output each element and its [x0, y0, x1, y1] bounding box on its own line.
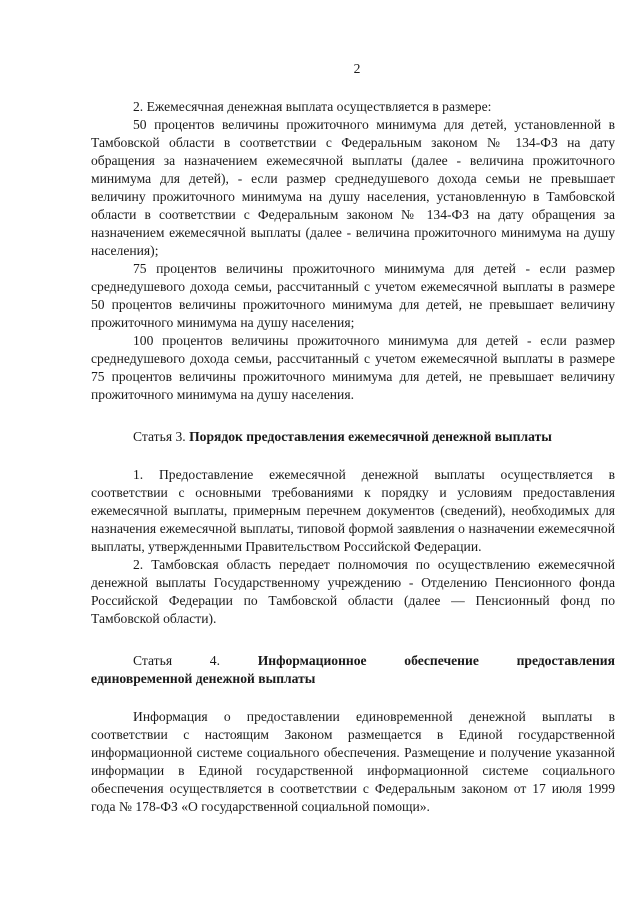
page-number: 2: [353, 61, 361, 76]
spacer: [91, 446, 615, 466]
article3-paragraph-1: 1. Предоставление ежемесячной денежной выплаты осуществляется в соответствии с основными требованиями к порядку и условиям предоставления ежемесячной выплаты, примерным перечнем документов (сведений), необходимых для назначения ежемесячной выплаты, типовой формой заявления о назначении ежемесячной выплаты, утвержденными Правительством Российской Федерации.: [91, 467, 615, 554]
article3-title: Порядок предоставления ежемесячной денежной выплаты: [189, 429, 552, 444]
section2-item-75-percent: 75 процентов величины прожиточного минимума для детей - если размер среднедушевого дохода семьи, рассчитанный с учетом ежемесячной выплаты в размере 50 процентов величины прожиточного минимума для детей, не превышает величину прожиточного минимума на душу населения;: [91, 261, 615, 330]
article4-heading-line2: единовременной денежной выплаты: [91, 671, 316, 686]
article4-title-word1: Информационное: [257, 653, 367, 668]
article4-title-word2: обеспечение: [404, 653, 479, 668]
article4-heading: [91, 652, 615, 688]
article4-number: 4.: [209, 653, 220, 668]
spacer: [91, 628, 615, 652]
article4-title-word3: предоставления: [516, 653, 615, 668]
section2-item-50-percent: 50 процентов величины прожиточного минимума для детей, установленной в Тамбовской области в соответствии с Федеральным законом № 134-ФЗ на дату обращения за назначением ежемесячной выплаты (далее - величина прожиточного минимума для детей), - если размер среднедушевого дохода семьи не превышает величину прожиточного минимума на душу населения, установленную в Тамбовской области в соответствии с Федеральным законом № 134-ФЗ на дату обращения за назначением ежемесячной выплаты (далее - величина прожиточного минимума на душу населения);: [91, 117, 615, 258]
section2-intro-paragraph: 2. Ежемесячная денежная выплата осуществляется в размере:: [133, 99, 492, 114]
article3-heading: [91, 428, 615, 446]
article4-paragraph-1: Информация о предоставлении единовременной денежной выплаты в соответствии с настоящим Законом размещается в Единой государственной информационной системе социального обеспечения. Размещение и получение указанной информации в Единой государственной информационной системе социального обеспечения осуществляется в соответствии с Федеральным законом от 17 июля 1999 года № 178-ФЗ «О государственной социальной помощи».: [91, 709, 615, 814]
article4-prefix: Статья: [133, 653, 173, 668]
document-page: [91, 60, 615, 816]
article3-prefix: Статья 3.: [133, 429, 186, 444]
article4-heading-line1: [91, 652, 615, 670]
spacer: [91, 688, 615, 708]
section2-item-100-percent: 100 процентов величины прожиточного минимума для детей - если размер среднедушевого дохода семьи, рассчитанный с учетом ежемесячной выплаты в размере 75 процентов величины прожиточного минимума для детей, не превышает величину прожиточного минимума на душу населения.: [91, 333, 615, 402]
article3-paragraph-2: 2. Тамбовская область передает полномочия по осуществлению ежемесячной денежной выплаты Государственному учреждению - Отделению Пенсионного фонда Российской Федерации по Тамбовской области (далее — Пенсионный фонд по Тамбовской области).: [91, 557, 615, 626]
spacer: [91, 404, 615, 428]
